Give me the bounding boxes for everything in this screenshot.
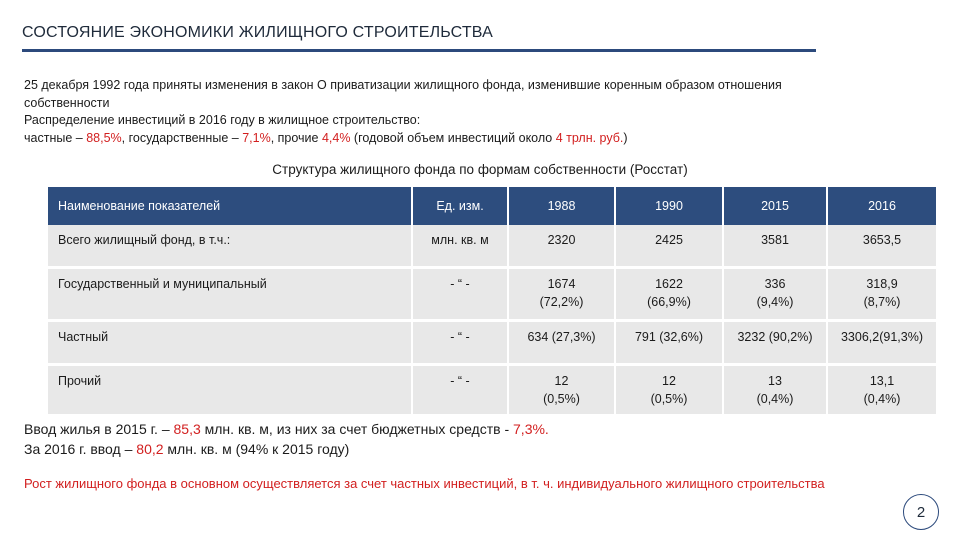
table-cell: 1622 (66,9%): [615, 268, 723, 321]
intro-text-segment: (годовой объем инвестиций около: [350, 130, 556, 145]
growth-note: Рост жилищного фонда в основном осуществляется за счет частных инвестиций, в т. ч. индивидуального жилищного строительства: [24, 476, 825, 491]
table-row: [48, 365, 936, 416]
table-cell: - “ -: [412, 268, 508, 321]
table-caption: Структура жилищного фонда по формам собственности (Росстат): [272, 162, 688, 177]
table-cell: 1674 (72,2%): [508, 268, 615, 321]
table-cell: - “ -: [412, 321, 508, 365]
table-cell: Всего жилищный фонд, в т.ч.:: [48, 225, 412, 268]
housing-line-2015: [24, 419, 549, 439]
table-cell: 13,1 (0,4%): [827, 365, 936, 416]
table-header-row: [48, 187, 936, 225]
budget-share: 7,3%.: [513, 421, 549, 437]
page-number-badge: 2: [903, 494, 939, 530]
table-cell: 3581: [723, 225, 827, 268]
table-cell: 3232 (90,2%): [723, 321, 827, 365]
table-cell: 318,9 (8,7%): [827, 268, 936, 321]
header-cell: Наименование показателей: [48, 187, 412, 225]
header-cell: 2016: [827, 187, 936, 225]
table-cell: Частный: [48, 321, 412, 365]
table-cell: 3306,2(91,3%): [827, 321, 936, 365]
intro-line-4: [24, 130, 954, 148]
housing-text-segment: Ввод жилья в 2015 г. –: [24, 421, 174, 437]
intro-text: [24, 77, 954, 147]
housing-commissioning: [24, 419, 549, 459]
table-cell: Прочий: [48, 365, 412, 416]
housing-2016-value: 80,2: [136, 441, 164, 457]
housing-text-segment: млн. кв. м, из них за счет бюджетных средств -: [200, 421, 514, 437]
intro-text-segment: ): [623, 130, 628, 145]
table-row: [48, 321, 936, 365]
table-row: [48, 225, 936, 268]
intro-text-segment: , государственные –: [121, 130, 243, 145]
other-share: 4,4%: [321, 130, 351, 145]
table-cell: 2425: [615, 225, 723, 268]
intro-line-3: Распределение инвестиций в 2016 году в жилищное строительство:: [24, 113, 421, 127]
housing-text-segment: млн. кв. м (94% к 2015 году): [163, 441, 350, 457]
intro-text-segment: , прочие: [270, 130, 322, 145]
table-cell: 336 (9,4%): [723, 268, 827, 321]
state-share: 7,1%: [242, 130, 271, 145]
table-cell: 12 (0,5%): [508, 365, 615, 416]
header-cell: 2015: [723, 187, 827, 225]
table-cell: 634 (27,3%): [508, 321, 615, 365]
table-cell: млн. кв. м: [412, 225, 508, 268]
housing-line-2016: [24, 439, 549, 459]
header-cell: 1990: [615, 187, 723, 225]
header-cell: 1988: [508, 187, 615, 225]
housing-stock-table: [48, 187, 936, 417]
private-share: 88,5%: [86, 130, 122, 145]
housing-text-segment: За 2016 г. ввод –: [24, 441, 137, 457]
title-underline: [22, 49, 816, 52]
table-cell: 13 (0,4%): [723, 365, 827, 416]
table-cell: Государственный и муниципальный: [48, 268, 412, 321]
table-cell: - “ -: [412, 365, 508, 416]
header-cell: Ед. изм.: [412, 187, 508, 225]
table-cell: 3653,5: [827, 225, 936, 268]
slide-title: СОСТОЯНИЕ ЭКОНОМИКИ ЖИЛИЩНОГО СТРОИТЕЛЬСТВА: [22, 24, 494, 41]
table-cell: 791 (32,6%): [615, 321, 723, 365]
table-cell: 2320: [508, 225, 615, 268]
intro-text-segment: частные –: [24, 130, 87, 145]
intro-line-2: собственности: [24, 95, 110, 110]
investment-total: 4 трлн. руб.: [555, 130, 624, 145]
intro-line-1: 25 декабря 1992 года приняты изменения в закон О приватизации жилищного фонда, изменившие коренным образом отношения: [24, 78, 782, 92]
housing-2015-value: 85,3: [173, 421, 201, 437]
table-row: [48, 268, 936, 321]
table-cell: 12 (0,5%): [615, 365, 723, 416]
